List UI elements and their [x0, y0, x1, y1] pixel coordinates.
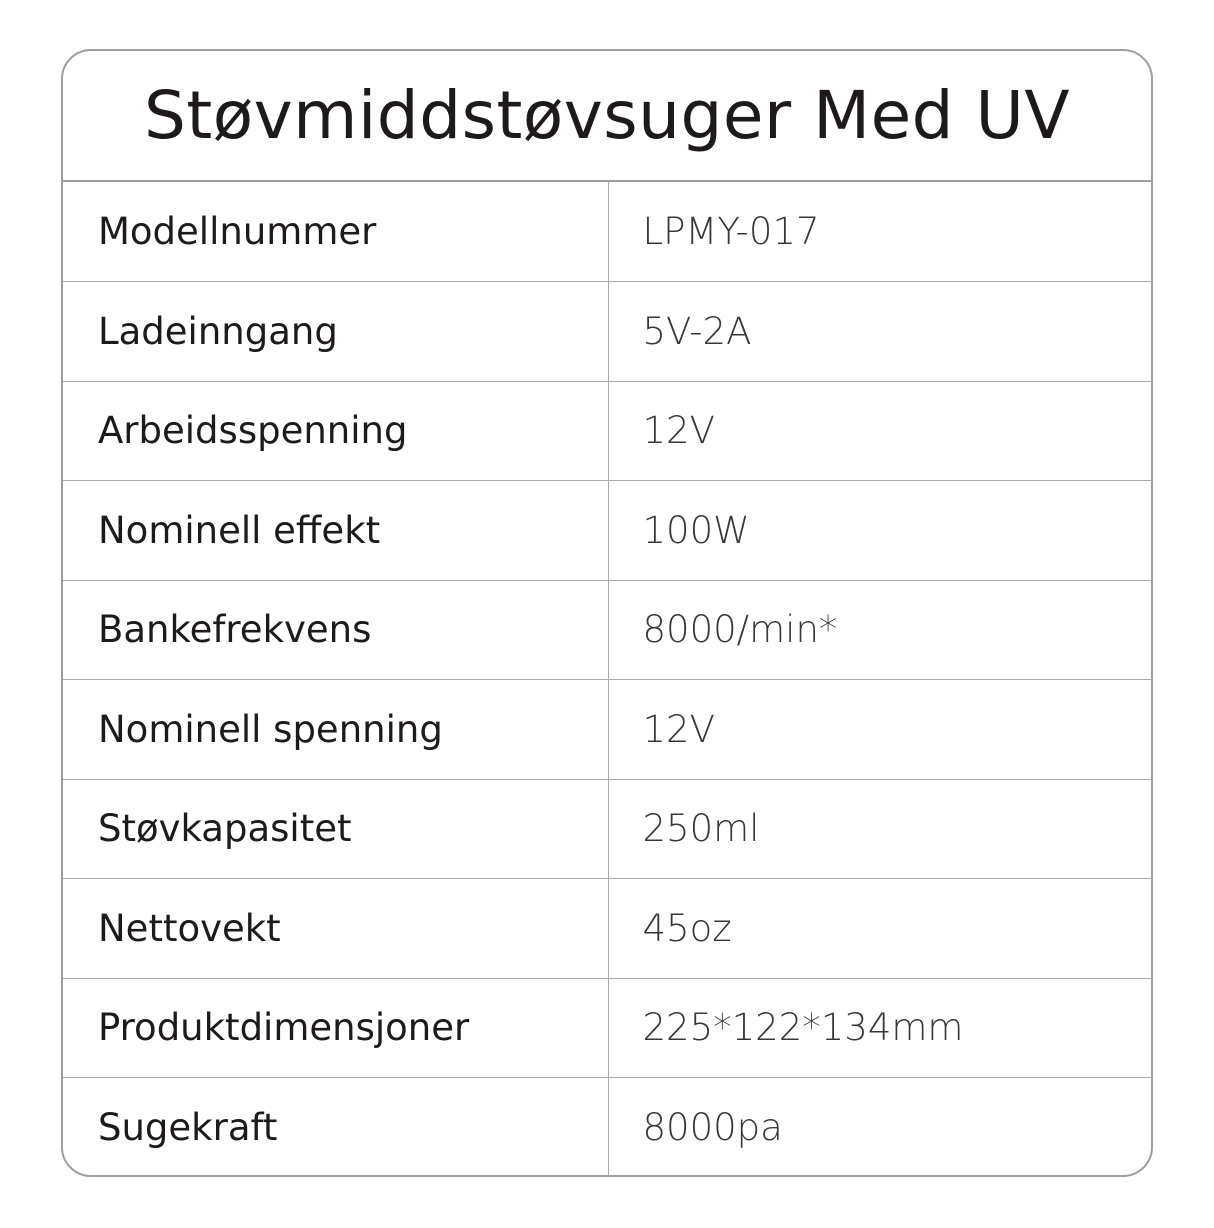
table-row: [63, 779, 1151, 879]
spec-value: 12V: [608, 381, 1151, 481]
spec-value: LPMY-017: [608, 182, 1151, 282]
spec-label: Nominell spenning: [63, 680, 608, 780]
spec-value: 8000/min*: [608, 580, 1151, 680]
table-row: [63, 182, 1151, 282]
table-row: [63, 282, 1151, 382]
table-row: [63, 1078, 1151, 1178]
page-title: Støvmiddstøvsuger Med UV: [143, 77, 1071, 154]
spec-value: 250ml: [608, 779, 1151, 879]
spec-label: Støvkapasitet: [63, 779, 608, 879]
spec-value: 8000pa: [642, 1106, 783, 1149]
spec-card: [61, 49, 1153, 1177]
spec-label: Nettovekt: [63, 879, 608, 979]
table-row: [63, 381, 1151, 481]
spec-value: 5V-2A: [608, 282, 1151, 382]
title-row: [63, 51, 1151, 182]
spec-label: Arbeidsspenning: [63, 381, 608, 481]
table-row: [63, 680, 1151, 780]
spec-label: Bankefrekvens: [63, 580, 608, 680]
spec-value: 100W: [608, 481, 1151, 581]
table-row: [63, 481, 1151, 581]
spec-value: 45oz: [608, 879, 1151, 979]
spec-value: 12V: [608, 680, 1151, 780]
table-row: [63, 978, 1151, 1078]
spec-table: [63, 182, 1151, 1177]
spec-label: Produktdimensjoner: [63, 978, 608, 1078]
spec-value: 225*122*134mm: [608, 978, 1151, 1078]
spec-label: Modellnummer: [63, 182, 608, 282]
spec-label: Nominell effekt: [63, 481, 608, 581]
spec-label: Ladeinngang: [63, 282, 608, 382]
spec-label: Sugekraft: [63, 1078, 608, 1178]
table-row: [63, 580, 1151, 680]
table-row: [63, 879, 1151, 979]
